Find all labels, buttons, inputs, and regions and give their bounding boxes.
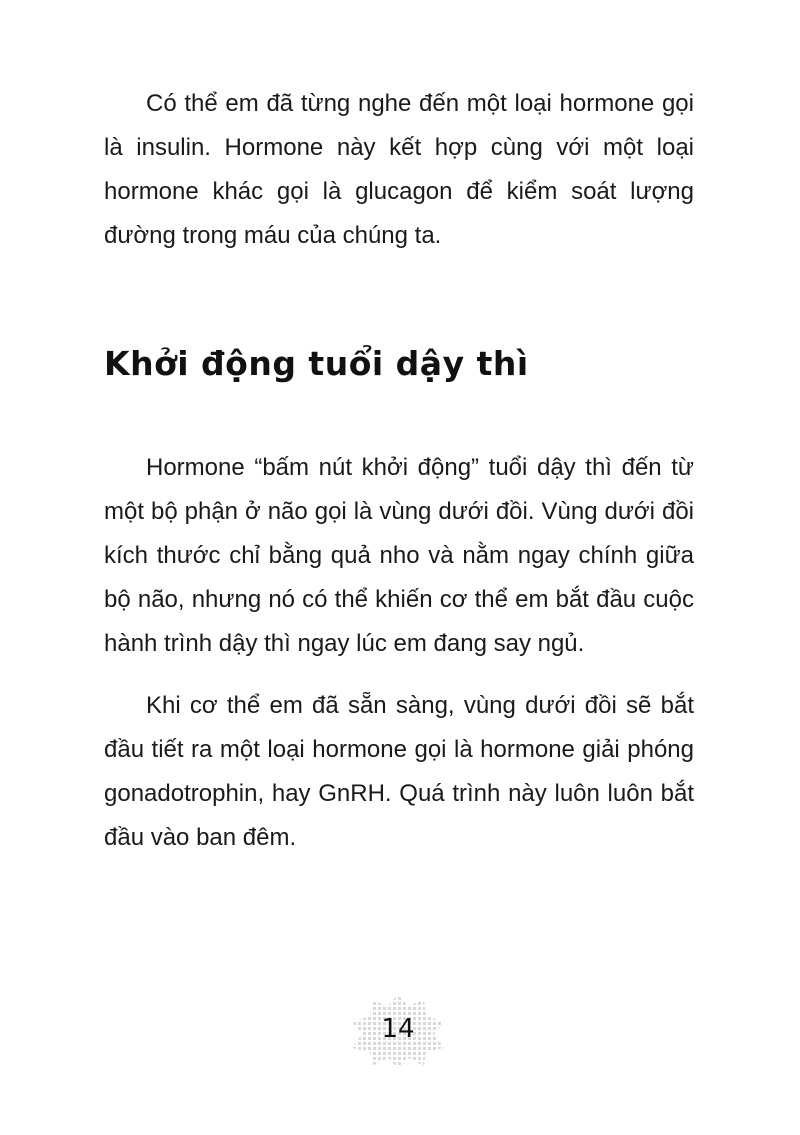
page-number: 14	[381, 1014, 415, 1044]
paragraph-gnrh	[104, 684, 694, 860]
paragraph-text: Hormone “bấm nút khởi động” tuổi dậy thì đến từ một bộ phận ở não gọi là vùng dưới đồi. Vùng dưới đồi kích thước chỉ bằng quả nho và nằm ngay chính giữa bộ não, nhưng nó có thể khiến cơ thể em bắt đầu cuộc hành trình dậy thì ngay lúc em đang say ngủ.	[104, 454, 694, 657]
section-heading: Khởi động tuổi dậy thì	[104, 344, 529, 383]
page-number-badge	[348, 992, 448, 1070]
paragraph-text: Khi cơ thể em đã sẵn sàng, vùng dưới đồi sẽ bắt đầu tiết ra một loại hormone gọi là hormone giải phóng gonadotrophin, hay GnRH. Quá trình này luôn luôn bắt đầu vào ban đêm.	[104, 692, 694, 851]
paragraph-text: Có thể em đã từng nghe đến một loại hormone gọi là insulin. Hormone này kết hợp cùng với một loại hormone khác gọi là glucagon để kiểm soát lượng đường trong máu của chúng ta.	[104, 90, 694, 249]
paragraph-hypothalamus	[104, 446, 694, 666]
paragraph-insulin	[104, 82, 694, 258]
